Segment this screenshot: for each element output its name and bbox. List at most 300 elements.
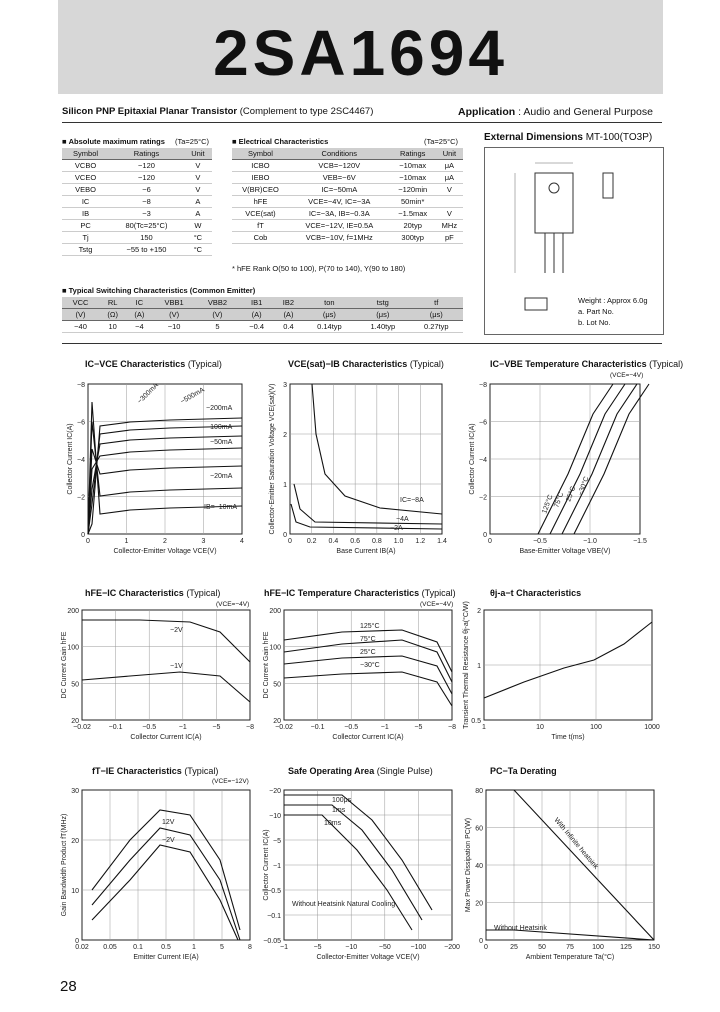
abs-max-cell: °C — [184, 232, 212, 244]
abs-max-header: Symbol — [62, 148, 109, 160]
g7-title: fT−IE Characteristics (Typical) — [92, 766, 219, 776]
elec-header: Conditions — [289, 148, 390, 160]
abs-max-cell: IB — [62, 208, 109, 220]
x-tick-label: −0.5 — [142, 724, 157, 731]
table-row — [232, 160, 463, 172]
application — [458, 106, 653, 118]
table-row — [62, 232, 212, 244]
x-tick-label: −1 — [280, 944, 288, 951]
y-tick-label: −10 — [269, 813, 281, 820]
y-tick-label: 40 — [475, 863, 483, 870]
switching-unit: (V) — [196, 309, 239, 321]
abs-max-cell: −6 — [109, 184, 184, 196]
subtitle — [62, 106, 373, 117]
curve-label: −2A — [390, 525, 403, 532]
x-tick-label: −8 — [448, 724, 456, 731]
elec-cell — [436, 196, 463, 208]
y-tick-label: −0.5 — [267, 888, 281, 895]
elec-cell: −1.5max — [390, 208, 436, 220]
x-tick-label: 0.02 — [75, 944, 89, 951]
elec-cell: 50min* — [390, 196, 436, 208]
g6-chart — [464, 602, 664, 742]
curve-label: 25°C — [565, 485, 578, 503]
x-tick-label: 1.0 — [393, 538, 404, 545]
curve-label: −4A — [396, 516, 409, 523]
y-axis-label: Collector Current IC(A) — [67, 423, 74, 495]
table-row — [62, 196, 212, 208]
g4-title: hFE−IC Characteristics (Typical) — [85, 588, 221, 598]
part-number-title: 2SA1694 — [213, 17, 508, 89]
x-tick-label: −5 — [414, 724, 423, 731]
y-tick-label: 200 — [67, 608, 79, 615]
weight-note: Weight : Approx 6.0g — [578, 296, 648, 305]
x-tick-label: 1.4 — [437, 538, 447, 545]
switching-value: −40 — [62, 321, 99, 333]
curve-label: −300mA — [136, 381, 160, 406]
divider — [62, 122, 662, 123]
x-axis-label: Base Current IB(A) — [336, 548, 396, 555]
curve-label: 125°C — [360, 623, 380, 630]
x-tick-label: 50 — [538, 944, 546, 951]
external-dimensions-box — [484, 147, 664, 335]
x-tick-label: −10 — [345, 944, 358, 951]
x-tick-label: −5 — [212, 724, 221, 731]
x-axis-label: Emitter Current IE(A) — [133, 954, 199, 961]
switching-header: RL — [99, 297, 126, 309]
curve-label: Without Heatsink — [494, 925, 547, 932]
y-tick-label: 50 — [71, 681, 79, 689]
x-tick-label: −1 — [178, 724, 187, 731]
x-tick-label: 100 — [590, 724, 602, 731]
abs-max-cell: V — [184, 160, 212, 172]
curve-label: −20mA — [210, 473, 233, 480]
curve-label: Without Heatsink Natural Cooling — [292, 901, 396, 908]
elec-title: Electrical Characteristics — [238, 137, 329, 146]
x-tick-label: 0 — [86, 538, 90, 545]
switching-value: 1.40typ — [356, 321, 409, 333]
x-tick-label: 10 — [536, 724, 544, 731]
g9-title: PC−Ta Derating — [490, 766, 557, 776]
part-no-note: a. Part No. — [578, 307, 614, 316]
y-tick-label: −6 — [77, 419, 85, 427]
switching-value: 10 — [99, 321, 126, 333]
y-tick-label: 10 — [71, 888, 79, 895]
x-tick-label: 100 — [592, 944, 604, 951]
curve-label: 125°C — [541, 493, 555, 515]
abs-max-cell: −3 — [109, 208, 184, 220]
abs-max-cell: V — [184, 184, 212, 196]
y-axis-label: Collector Current IC(A) — [263, 829, 270, 901]
curve-label: −1V — [170, 663, 183, 670]
switching-header: VBB2 — [196, 297, 239, 309]
g3-cond: (VCE=−4V) — [610, 372, 644, 379]
g8-title: Safe Operating Area (Single Pulse) — [288, 766, 433, 776]
table-row — [232, 232, 463, 244]
x-tick-label: −0.5 — [533, 538, 547, 545]
switching-header: IC — [126, 297, 152, 309]
table-row — [232, 196, 463, 208]
y-tick-label: 20 — [273, 718, 281, 725]
y-axis-label: DC Current Gain hFE — [61, 631, 68, 699]
abs-max-cell: PC — [62, 220, 109, 232]
elec-heading: ■ Electrical Characteristics — [232, 137, 329, 146]
table-row — [232, 208, 463, 220]
elec-cell: V — [436, 184, 463, 196]
x-tick-label: 1.2 — [415, 538, 426, 545]
y-tick-label: −0.05 — [263, 938, 281, 945]
y-axis-label: DC Current Gain hFE — [263, 631, 270, 699]
abs-max-cell: A — [184, 196, 212, 208]
elec-cell: V(BR)CEO — [232, 184, 289, 196]
elec-cell: −120min — [390, 184, 436, 196]
table-row — [62, 208, 212, 220]
g5-cond: (VCE=−4V) — [420, 601, 454, 608]
table-row — [232, 172, 463, 184]
y-tick-label: 20 — [71, 838, 79, 845]
x-tick-label: 5 — [220, 944, 224, 951]
x-tick-label: −5 — [313, 944, 322, 951]
curve-label: −50mA — [210, 439, 233, 446]
curve-label: −2V — [170, 627, 183, 634]
x-tick-label: 0.1 — [133, 944, 143, 951]
x-tick-label: −50 — [378, 944, 391, 951]
switching-value: 0.14typ — [303, 321, 356, 333]
g1-title: IC−VCE Characteristics (Typical) — [85, 359, 222, 369]
subtitle-bold: Silicon PNP Epitaxial Planar Transistor — [62, 106, 238, 117]
hfe-curve — [82, 620, 250, 662]
switching-unit: (Ω) — [99, 309, 126, 321]
x-tick-label: −1.0 — [583, 538, 597, 545]
switching-table — [62, 297, 463, 333]
theta-curve — [484, 622, 652, 698]
g7-chart — [60, 780, 260, 970]
curve-label: −30°C — [577, 475, 591, 497]
switching-unit: (A) — [274, 309, 303, 321]
x-tick-label: −1 — [380, 724, 389, 731]
curve-label: −2V — [162, 837, 175, 844]
abs-max-cell: VCBO — [62, 160, 109, 172]
table-row — [62, 160, 212, 172]
soa-curve — [284, 815, 412, 930]
y-tick-label: 1 — [283, 482, 287, 489]
y-tick-label: 0 — [479, 938, 483, 945]
lot-no-note: b. Lot No. — [578, 318, 611, 327]
abs-max-cell: VEBO — [62, 184, 109, 196]
x-tick-label: 0 — [484, 944, 488, 951]
elec-cell: IC=−3A, IB=−0.3A — [289, 208, 390, 220]
elec-cond: (Ta=25°C) — [424, 137, 459, 146]
x-tick-label: 0.8 — [371, 538, 382, 545]
y-tick-label: 3 — [283, 382, 287, 389]
curve-label: −500mA — [179, 386, 206, 406]
y-tick-label: 100 — [269, 644, 281, 652]
y-tick-label: 200 — [269, 608, 281, 615]
x-tick-label: 0.4 — [328, 538, 339, 545]
elec-cell: V — [436, 208, 463, 220]
y-axis-label: Gain Bandwidth Product fT(MHz) — [61, 813, 68, 917]
x-axis-label: Collector-Emitter Voltage VCE(V) — [113, 548, 217, 555]
switching-unit: (V) — [62, 309, 99, 321]
curve-label: 1ms — [332, 807, 346, 814]
y-tick-label: 20 — [475, 900, 483, 908]
y-tick-label: 2 — [283, 432, 287, 439]
abs-max-cell: Tstg — [62, 244, 109, 256]
curve-label: With Infinite heatsink — [552, 816, 600, 871]
elec-cell: VCE(sat) — [232, 208, 289, 220]
curve-label: 12V — [162, 819, 175, 826]
g9-chart — [464, 780, 664, 970]
x-axis-label: Base-Emitter Voltage VBE(V) — [519, 548, 611, 555]
curve-label: −30°C — [360, 662, 380, 669]
x-tick-label: 1 — [124, 538, 129, 545]
y-tick-label: 2 — [477, 608, 481, 615]
sat-curve — [291, 504, 442, 529]
curve-label: −100mA — [206, 424, 233, 431]
switching-value: 5 — [196, 321, 239, 333]
elec-cell: hFE — [232, 196, 289, 208]
switching-title: Typical Switching Characteristics (Common Emitter) — [68, 286, 256, 295]
elec-cell: VEB=−6V — [289, 172, 390, 184]
abs-max-cell: −120 — [109, 160, 184, 172]
table-row — [232, 184, 463, 196]
g3-title: IC−VBE Temperature Characteristics (Typical) — [490, 359, 684, 369]
y-axis-label: Transient Thermal Resistance θj-a(°C/W) — [463, 601, 470, 729]
abs-max-header: Unit — [184, 148, 212, 160]
abs-max-table — [62, 148, 212, 256]
elec-cell: pF — [436, 232, 463, 244]
switching-unit: (μs) — [410, 309, 463, 321]
curve-label: IB=−10mA — [204, 504, 238, 511]
switching-value: −4 — [126, 321, 152, 333]
g4-chart — [60, 602, 260, 742]
elec-cell: fT — [232, 220, 289, 232]
abs-max-cell: A — [184, 208, 212, 220]
curve-label: 100μs — [332, 797, 352, 804]
switching-header: IB2 — [274, 297, 303, 309]
elec-cell: 300typ — [390, 232, 436, 244]
table-row — [62, 220, 212, 232]
x-tick-label: 125 — [620, 944, 632, 951]
x-tick-label: 0.5 — [161, 944, 171, 951]
elec-cell: −10max — [390, 160, 436, 172]
g3-chart — [468, 374, 658, 554]
y-tick-label: 0 — [81, 532, 85, 539]
x-tick-label: −0.02 — [275, 724, 293, 731]
g1-chart — [67, 374, 260, 555]
g2-title: VCE(sat)−IB Characteristics (Typical) — [288, 359, 444, 369]
elec-cell: IEBO — [232, 172, 289, 184]
switching-header: IB1 — [239, 297, 274, 309]
y-tick-label: 50 — [273, 681, 281, 689]
abs-max-cell: 80(Tc=25°C) — [109, 220, 184, 232]
x-tick-label: 4 — [240, 538, 244, 545]
elec-cell: Cob — [232, 232, 289, 244]
y-tick-label: 100 — [67, 644, 79, 652]
x-tick-label: −200 — [444, 944, 460, 951]
switching-unit: (A) — [239, 309, 274, 321]
elec-cell: VCB=−10V, f=1MHz — [289, 232, 390, 244]
switching-value: 0.27typ — [410, 321, 463, 333]
external-dimensions-title: External Dimensions MT-100(TO3P) — [484, 132, 653, 143]
x-axis-label: Collector-Emitter Voltage VCE(V) — [316, 954, 420, 961]
curve-label: IC=−8A — [400, 497, 424, 504]
g5-title: hFE−IC Temperature Characteristics (Typical) — [264, 588, 456, 598]
g7-cond: (VCE=−12V) — [212, 778, 249, 785]
package-drawing — [485, 148, 663, 334]
y-tick-label: −4 — [479, 457, 487, 464]
g8-chart — [262, 780, 462, 970]
curve-label: 75°C — [553, 491, 566, 509]
divider-2 — [62, 343, 662, 344]
y-tick-label: −2 — [479, 494, 487, 502]
switching-value: 0.4 — [274, 321, 303, 333]
y-tick-label: 0.5 — [471, 718, 481, 725]
x-axis-label: Collector Current IC(A) — [332, 734, 404, 741]
elec-cell: ICBO — [232, 160, 289, 172]
hfe-curve — [82, 672, 250, 702]
x-tick-label: −0.1 — [108, 724, 123, 731]
switching-header: tstg — [356, 297, 409, 309]
elec-header: Unit — [436, 148, 463, 160]
y-tick-label: −6 — [479, 419, 487, 427]
elec-cell: VCE=−12V, IE=0.5A — [289, 220, 390, 232]
x-tick-label: 25 — [510, 944, 518, 951]
x-tick-label: −0.1 — [310, 724, 325, 731]
table-row — [232, 220, 463, 232]
application-value: : Audio and General Purpose — [518, 106, 653, 118]
x-axis-label: Ambient Temperature Ta(°C) — [525, 954, 615, 961]
switching-header: VBB1 — [152, 297, 195, 309]
elec-header: Symbol — [232, 148, 289, 160]
y-tick-label: 80 — [475, 788, 483, 795]
table-row — [62, 172, 212, 184]
abs-max-cond: (Ta=25°C) — [175, 137, 210, 146]
x-tick-label: 3 — [201, 538, 206, 545]
plot-frame — [82, 610, 250, 720]
y-tick-label: −4 — [77, 457, 85, 464]
y-tick-label: −2 — [77, 494, 85, 502]
abs-max-cell: W — [184, 220, 212, 232]
y-tick-label: −8 — [479, 382, 487, 389]
switching-heading: ■ Typical Switching Characteristics (Common Emitter) — [62, 286, 256, 295]
switching-value: −0.4 — [239, 321, 274, 333]
x-tick-label: 0 — [488, 538, 492, 545]
y-tick-label: 0 — [483, 532, 487, 539]
x-tick-label: 0 — [288, 538, 292, 545]
curve-label: −200mA — [206, 405, 233, 412]
x-tick-label: 75 — [566, 944, 574, 951]
elec-cell: μA — [436, 172, 463, 184]
y-tick-label: −0.1 — [267, 913, 281, 920]
curve-label: 10ms — [324, 820, 342, 827]
x-tick-label: −0.5 — [344, 724, 359, 731]
y-tick-label: 0 — [283, 532, 287, 539]
application-label: Application — [458, 106, 516, 118]
x-tick-label: 1000 — [644, 724, 660, 731]
abs-max-cell: −120 — [109, 172, 184, 184]
g4-cond: (VCE=−4V) — [216, 601, 250, 608]
curve-label: 75°C — [360, 636, 376, 643]
abs-max-cell: V — [184, 172, 212, 184]
table-row — [62, 184, 212, 196]
elec-cell: μA — [436, 160, 463, 172]
g6-title: θj-a−t Characteristics — [490, 588, 582, 598]
g2-chart — [270, 374, 460, 554]
abs-max-cell: −55 to +150 — [109, 244, 184, 256]
switching-header: VCC — [62, 297, 99, 309]
page-number: 28 — [60, 978, 77, 995]
switching-unit: (μs) — [303, 309, 356, 321]
y-tick-label: 1 — [477, 663, 481, 670]
elec-cell: IC=−50mA — [289, 184, 390, 196]
subtitle-rest: (Complement to type 2SC4467) — [239, 106, 374, 117]
curve-label: 25°C — [360, 649, 376, 656]
y-tick-label: 20 — [71, 718, 79, 725]
y-axis-label: Collector-Emitter Saturation Voltage VCE(sat)(V) — [269, 383, 276, 535]
hfe-temp-curve — [284, 672, 452, 706]
switching-unit: (V) — [152, 309, 195, 321]
ft-curve — [92, 845, 238, 940]
x-tick-label: 1 — [192, 944, 196, 951]
abs-max-cell: 150 — [109, 232, 184, 244]
hfe-rank: * hFE Rank O(50 to 100), P(70 to 140), Y(90 to 180) — [232, 264, 406, 273]
y-tick-label: −20 — [269, 788, 281, 795]
x-tick-label: −1.5 — [633, 538, 647, 545]
abs-max-title: Absolute maximum ratings — [68, 137, 165, 146]
abs-max-cell: IC — [62, 196, 109, 208]
y-tick-label: 0 — [75, 938, 79, 945]
x-axis-label: Time t(ms) — [551, 734, 585, 741]
soa-curve — [284, 795, 432, 910]
switching-header: tf — [410, 297, 463, 309]
abs-max-cell: VCEO — [62, 172, 109, 184]
switching-value: −10 — [152, 321, 195, 333]
elec-cell: 20typ — [390, 220, 436, 232]
x-axis-label: Collector Current IC(A) — [130, 734, 202, 741]
y-axis-label: Max Power Dissipation PC(W) — [465, 817, 472, 913]
x-tick-label: −100 — [410, 944, 427, 951]
elec-cell: VCB=−120V — [289, 160, 390, 172]
y-tick-label: 30 — [71, 788, 79, 795]
x-tick-label: 2 — [163, 538, 167, 545]
y-tick-label: 60 — [475, 825, 483, 833]
y-tick-label: −1 — [273, 863, 281, 870]
abs-max-cell: °C — [184, 244, 212, 256]
g5-chart — [262, 602, 462, 742]
x-tick-label: −0.02 — [73, 724, 91, 731]
switching-unit: (μs) — [356, 309, 409, 321]
x-tick-label: 0.2 — [306, 538, 317, 545]
x-tick-label: 0.6 — [350, 538, 361, 545]
elec-cell: VCE=−4V, IC=−3A — [289, 196, 390, 208]
elec-cell: −10max — [390, 172, 436, 184]
x-tick-label: 8 — [248, 944, 252, 951]
y-axis-label: Collector Current IC(A) — [469, 423, 476, 495]
x-tick-label: 1 — [482, 724, 486, 731]
switching-unit: (A) — [126, 309, 152, 321]
x-tick-label: −8 — [246, 724, 254, 731]
table-row — [62, 244, 212, 256]
switching-header: ton — [303, 297, 356, 309]
y-tick-label: −5 — [273, 838, 281, 845]
y-tick-label: −8 — [77, 382, 85, 389]
abs-max-cell: Tj — [62, 232, 109, 244]
abs-max-heading: ■ Absolute maximum ratings — [62, 137, 165, 146]
x-tick-label: 150 — [648, 944, 660, 951]
abs-max-header: Ratings — [109, 148, 184, 160]
abs-max-cell: −8 — [109, 196, 184, 208]
elec-header: Ratings — [390, 148, 436, 160]
